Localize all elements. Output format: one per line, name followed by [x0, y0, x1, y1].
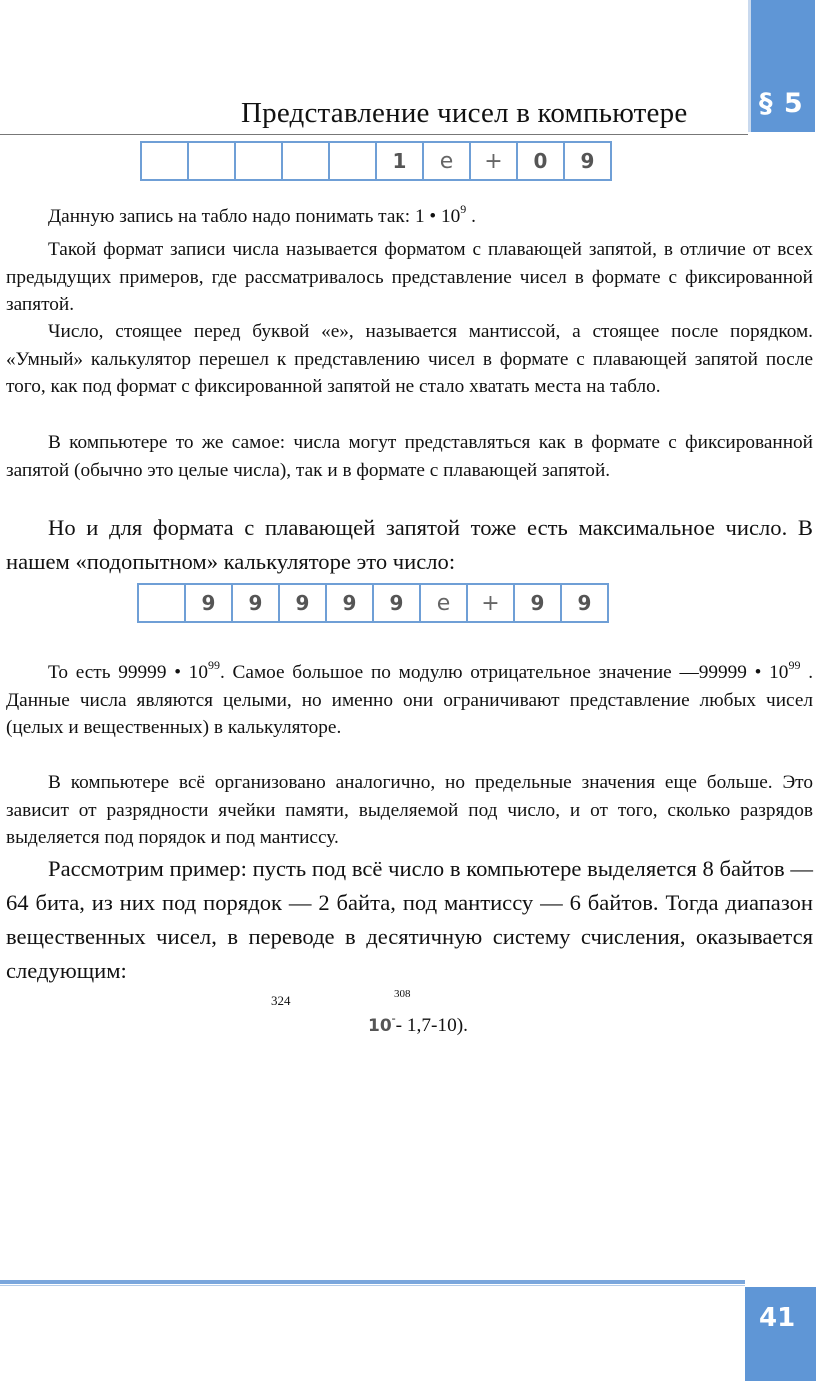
display-cell: + [471, 143, 518, 179]
display-cell [139, 585, 186, 621]
header-divider [0, 134, 748, 135]
range-formula: 10-- 1,7-10). [368, 1011, 468, 1036]
display-cell: e [424, 143, 471, 179]
display-cell: 9 [280, 585, 327, 621]
display-cell: 9 [577, 591, 592, 615]
exponent: 9 [460, 202, 467, 216]
formula-base: 10 [368, 1016, 392, 1036]
paragraph-1 [48, 203, 808, 231]
section-number: § 5 [759, 88, 804, 119]
formula-exponent-right: 308 [394, 988, 411, 1000]
page-number-box [745, 1287, 816, 1381]
paragraph-6-c: . Данные числа являются целыми, но именно они ограничивают представление любых чисел (целых и вещественных) в калькуляторе. [6, 662, 814, 738]
paragraph-6-b: . Самое большое по модулю отрицательное значение —99999 • 10 [219, 662, 789, 683]
paragraph-2: Такой формат записи числа называется форматом с плавающей запятой, в отличие от всех предыдущих примеров, где рассматривалось представление чисел в формате с фиксированной запятой. [6, 239, 813, 315]
display-cell: 1 [377, 143, 424, 179]
display-cell: 9 [186, 585, 233, 621]
paragraph-3: Число, стоящее перед буквой «е», называется мантиссой, а стоящее после порядком. «Умный» калькулятор перешел к представлению чисел в формате с плавающей запятой после того, как под формат с фиксированной запятой не стало хватать места на табло. [6, 321, 813, 397]
paragraph-6 [6, 659, 813, 742]
paragraph-1-text: Данную запись на табло надо понимать так: 1 • 10 [48, 206, 461, 227]
footer-divider-thin [0, 1285, 745, 1286]
formula-exponent-left: 324 [271, 993, 291, 1008]
page-number: 41 [759, 1303, 796, 1333]
exponent: 99 [788, 658, 801, 672]
paragraph-6-a: То есть 99999 • 10 [48, 662, 208, 683]
paragraph-5: Но и для формата с плавающей запятой тоже есть максимальное число. В нашем «подопытном» калькуляторе это число: [6, 515, 813, 574]
display-cell [189, 143, 236, 179]
display-cell: 9 [580, 149, 595, 173]
display-cell: 0 [518, 143, 565, 179]
display-cell [142, 143, 189, 179]
exponent: 99 [207, 658, 220, 672]
calculator-display-1 [140, 141, 612, 181]
formula-rest: - 1,7-10). [395, 1015, 468, 1036]
display-cell: 9 [374, 585, 421, 621]
display-cell [236, 143, 283, 179]
paragraph-1-end: . [466, 206, 476, 227]
page-title: Представление чисел в компьютере [241, 97, 688, 129]
section-tab [748, 0, 815, 132]
display-cell: + [468, 585, 515, 621]
paragraph-4: В компьютере то же самое: числа могут представляться как в формате с фиксированной запятой (обычно это целые числа), так и в формате с плавающей запятой. [6, 432, 813, 481]
display-cell [283, 143, 330, 179]
paragraph-8: Рассмотрим пример: пусть под всё число в компьютере выделяется 8 байтов — 64 бита, из них под порядок — 2 байта, под мантиссу — 6 байтов. Тогда диапазон вещественных чисел, в переводе в десятичную систему счисления, оказывается следующим: [6, 856, 813, 983]
display-cell: 9 [515, 585, 562, 621]
display-cell: e [421, 585, 468, 621]
display-cell: 9 [233, 585, 280, 621]
display-cell [330, 143, 377, 179]
paragraph-7: В компьютере всё организовано аналогично, но предельные значения еще больше. Это зависит от разрядности ячейки памяти, выделяемой под число, и от того, сколько разрядов выделяется под порядок и под мантиссу. [6, 772, 813, 848]
calculator-display-2 [137, 583, 609, 623]
footer-divider [0, 1280, 745, 1284]
display-cell: 9 [327, 585, 374, 621]
